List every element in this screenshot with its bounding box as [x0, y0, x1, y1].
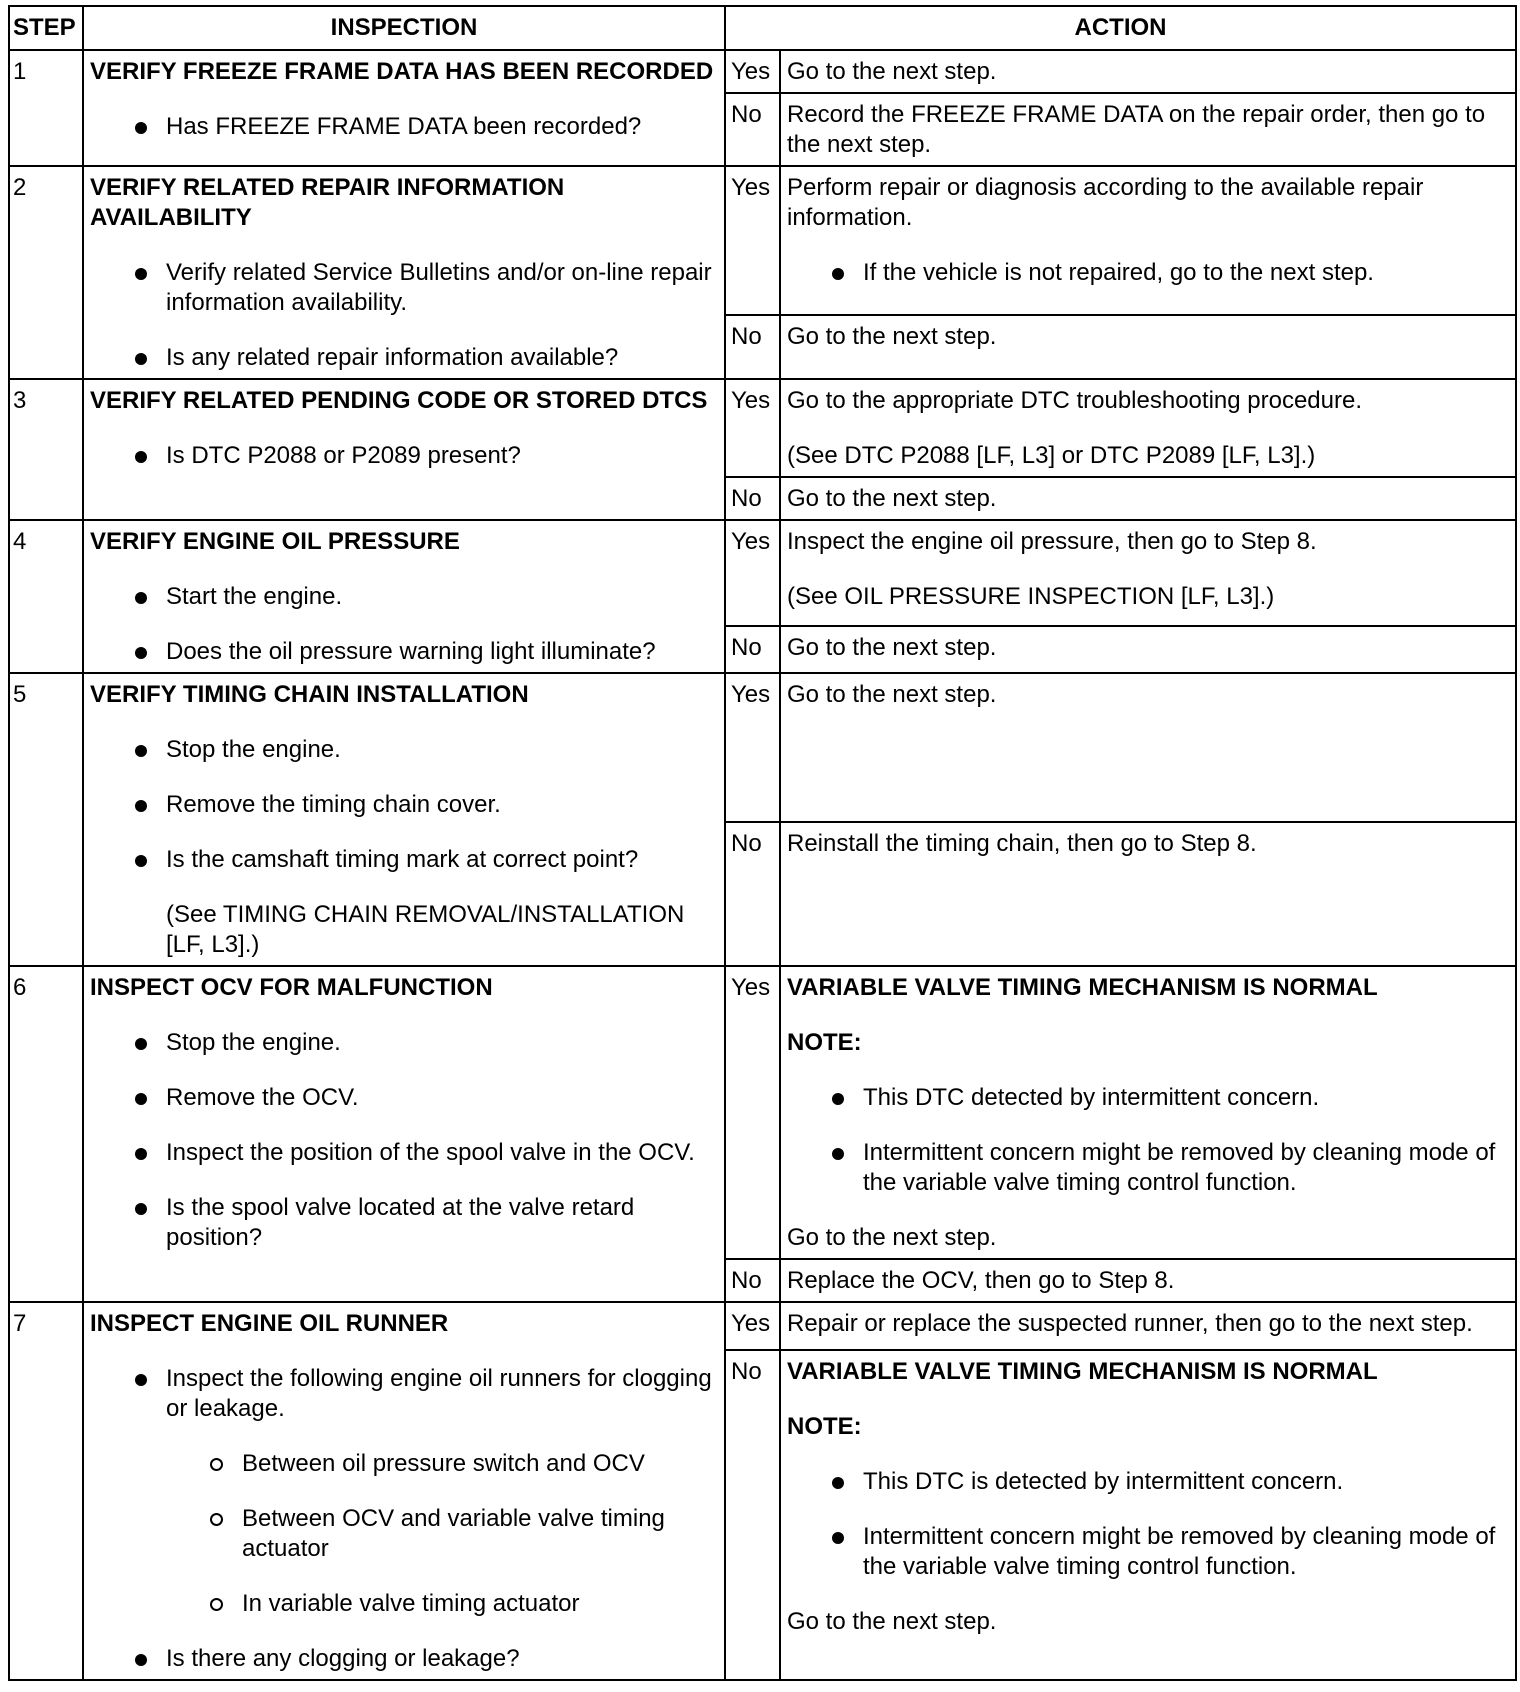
yes-action-reference: (See OIL PRESSURE INSPECTION [LF, L3].): [787, 583, 1275, 610]
yes-action-reference: (See DTC P2088 [LF, L3] or DTC P2089 [LF, L3].): [787, 442, 1316, 469]
note-label: NOTE:: [787, 1029, 862, 1056]
sub-list-item: Between OCV and variable valve timing actuator: [166, 1504, 718, 1564]
list-item: Has FREEZE FRAME DATA been recorded?: [90, 112, 718, 142]
list-item: If the vehicle is not repaired, go to the next step.: [787, 258, 1509, 288]
table-row: [9, 520, 1516, 626]
list-item: Is the spool valve located at the valve retard position?: [90, 1193, 718, 1253]
list-item: Stop the engine.: [90, 1028, 718, 1058]
inspection-title: VERIFY TIMING CHAIN INSTALLATION: [90, 681, 529, 708]
no-action-title: VARIABLE VALVE TIMING MECHANISM IS NORMAL: [787, 1358, 1378, 1386]
list-item: [90, 1364, 718, 1619]
list-item: Remove the timing chain cover.: [90, 790, 718, 820]
action-header: ACTION: [725, 6, 1516, 50]
sub-list-item: Between oil pressure switch and OCV: [166, 1449, 718, 1479]
no-action-text: Go to the next step.: [787, 1608, 997, 1636]
table-row: [9, 166, 1516, 315]
no-label: No: [725, 1350, 780, 1680]
step-number: 4: [9, 520, 83, 673]
yes-action: Go to the next step.: [780, 50, 1516, 93]
no-label: No: [725, 626, 780, 673]
yes-label: Yes: [725, 966, 780, 1259]
no-action: Go to the next step.: [780, 477, 1516, 520]
table-row: [9, 673, 1516, 822]
troubleshooting-table: [8, 5, 1517, 1681]
yes-action: [780, 520, 1516, 626]
table-row: [9, 1302, 1516, 1350]
step-number: 7: [9, 1302, 83, 1680]
note-bullets: [787, 1467, 1509, 1582]
note-label: NOTE:: [787, 1413, 862, 1441]
list-item: Does the oil pressure warning light illuminate?: [90, 637, 718, 667]
no-label: No: [725, 477, 780, 520]
table-row: [9, 379, 1516, 477]
no-label: No: [725, 315, 780, 379]
step-header: STEP: [9, 6, 83, 50]
list-item: Verify related Service Bulletins and/or on-line repair information availability.: [90, 258, 718, 318]
no-label: No: [725, 93, 780, 166]
yes-label: Yes: [725, 520, 780, 626]
no-action: [780, 1350, 1516, 1680]
inspection-cell: [83, 166, 725, 379]
yes-action: Go to the next step.: [780, 673, 1516, 822]
yes-label: Yes: [725, 673, 780, 822]
list-item: Stop the engine.: [90, 735, 718, 765]
yes-label: Yes: [725, 50, 780, 93]
sub-bullets: [166, 1449, 718, 1619]
inspection-cell: [83, 1302, 725, 1680]
yes-label: Yes: [725, 1302, 780, 1350]
list-item: Is DTC P2088 or P2089 present?: [90, 441, 718, 471]
yes-action-title: VARIABLE VALVE TIMING MECHANISM IS NORMAL: [787, 974, 1378, 1001]
note-bullets: [787, 1083, 1509, 1198]
table-row: [9, 50, 1516, 93]
inspection-bullets: [90, 735, 718, 875]
inspection-header: INSPECTION: [83, 6, 725, 50]
yes-action: [780, 379, 1516, 477]
list-item: Is the camshaft timing mark at correct point?: [90, 845, 718, 875]
inspection-cell: [83, 379, 725, 520]
step-number: 2: [9, 166, 83, 379]
inspection-bullets: [90, 441, 718, 471]
inspection-cell: [83, 520, 725, 673]
list-item: Is there any clogging or leakage?: [90, 1644, 718, 1674]
inspection-title: VERIFY RELATED PENDING CODE OR STORED DTCS: [90, 387, 708, 414]
yes-action-text: Inspect the engine oil pressure, then go to Step 8.: [787, 528, 1317, 555]
yes-label: Yes: [725, 379, 780, 477]
list-item: Intermittent concern might be removed by cleaning mode of the variable valve timing control function.: [787, 1522, 1509, 1582]
inspection-bullets: [90, 112, 718, 142]
inspection-title: VERIFY FREEZE FRAME DATA HAS BEEN RECORDED: [90, 58, 714, 85]
diagnostic-procedure-sheet: [8, 5, 1515, 1681]
yes-label: Yes: [725, 166, 780, 315]
inspection-bullets: [90, 258, 718, 373]
list-item: Start the engine.: [90, 582, 718, 612]
step-number: 1: [9, 50, 83, 166]
inspection-cell: [83, 673, 725, 966]
no-action: Replace the OCV, then go to Step 8.: [780, 1259, 1516, 1302]
no-label: No: [725, 822, 780, 966]
header-row: [9, 6, 1516, 50]
yes-action-text: Go to the appropriate DTC troubleshooting procedure.: [787, 387, 1363, 414]
inspection-title: VERIFY ENGINE OIL PRESSURE: [90, 528, 460, 555]
list-item: This DTC detected by intermittent concern.: [787, 1083, 1509, 1113]
step-number: 5: [9, 673, 83, 966]
inspection-title: INSPECT ENGINE OIL RUNNER: [90, 1310, 449, 1337]
yes-action-text: Go to the next step.: [787, 1224, 997, 1251]
list-item: Inspect the position of the spool valve in the OCV.: [90, 1138, 718, 1168]
inspection-reference: (See TIMING CHAIN REMOVAL/INSTALLATION [LF, L3].): [166, 901, 685, 958]
list-item-text: Inspect the following engine oil runners for clogging or leakage.: [166, 1365, 712, 1422]
inspection-bullets: [90, 582, 718, 667]
table-row: [9, 966, 1516, 1259]
no-action: Go to the next step.: [780, 626, 1516, 673]
list-item: This DTC is detected by intermittent concern.: [787, 1467, 1509, 1497]
inspection-title: VERIFY RELATED REPAIR INFORMATION AVAILABILITY: [90, 174, 565, 231]
inspection-title: INSPECT OCV FOR MALFUNCTION: [90, 974, 493, 1001]
yes-action-text: Perform repair or diagnosis according to the available repair information.: [787, 174, 1424, 231]
list-item: Remove the OCV.: [90, 1083, 718, 1113]
yes-action: Repair or replace the suspected runner, then go to the next step.: [780, 1302, 1516, 1350]
step-number: 3: [9, 379, 83, 520]
list-item: Is any related repair information available?: [90, 343, 718, 373]
no-label: No: [725, 1259, 780, 1302]
no-action: Go to the next step.: [780, 315, 1516, 379]
inspection-cell: [83, 966, 725, 1302]
no-action: Record the FREEZE FRAME DATA on the repair order, then go to the next step.: [780, 93, 1516, 166]
list-item: Intermittent concern might be removed by cleaning mode of the variable valve timing control function.: [787, 1138, 1509, 1198]
inspection-bullets: [90, 1028, 718, 1253]
yes-action: [780, 966, 1516, 1259]
inspection-cell: [83, 50, 725, 166]
inspection-bullets: [90, 1364, 718, 1674]
step-number: 6: [9, 966, 83, 1302]
no-action: Reinstall the timing chain, then go to Step 8.: [780, 822, 1516, 966]
yes-action: [780, 166, 1516, 315]
yes-action-bullets: [787, 258, 1509, 288]
sub-list-item: In variable valve timing actuator: [166, 1589, 718, 1619]
